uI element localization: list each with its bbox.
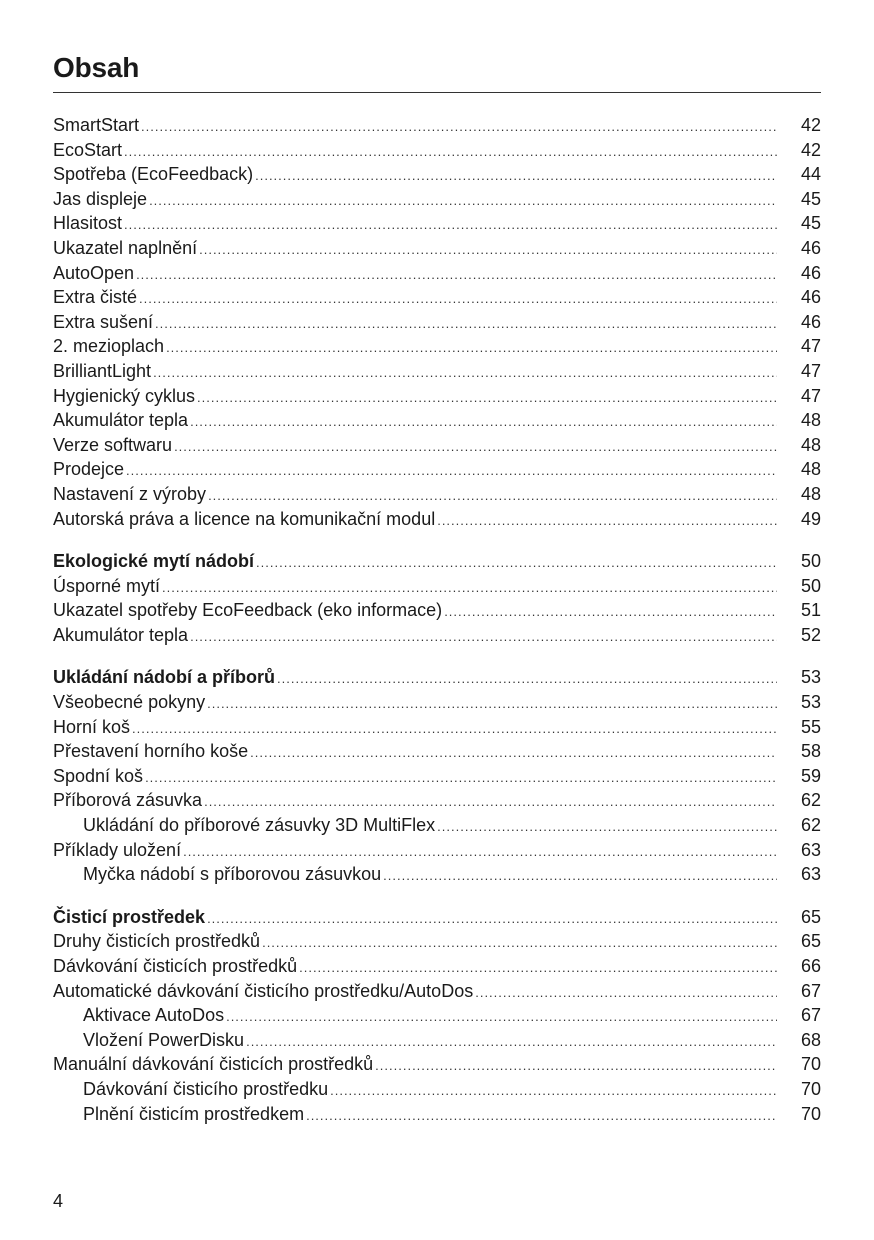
toc-entry-page: 45 xyxy=(800,213,821,234)
toc-entry-label: Spodní koš xyxy=(53,765,144,786)
toc-entry-page: 70 xyxy=(800,1103,821,1124)
toc-entry[interactable] xyxy=(53,788,821,813)
toc-entry-label: Dávkování čisticích prostředků xyxy=(53,956,298,976)
dot-leader xyxy=(277,667,777,692)
toc-entry-label: Nastavení z výroby xyxy=(53,483,207,504)
dot-leader xyxy=(299,956,777,981)
toc-entry-page: 58 xyxy=(800,741,821,762)
toc-entry[interactable] xyxy=(53,433,821,458)
toc-entry-page: 51 xyxy=(800,600,821,621)
dot-leader xyxy=(183,840,777,865)
toc-entry[interactable] xyxy=(53,261,821,286)
toc-entry-label: Horní koš xyxy=(53,716,131,737)
toc-entry[interactable] xyxy=(53,598,821,623)
toc-entry[interactable] xyxy=(53,979,821,1004)
dot-leader xyxy=(475,981,777,1006)
toc-entry[interactable] xyxy=(53,1052,821,1077)
toc-entry-label: Vložení PowerDisku xyxy=(83,1029,245,1050)
toc-entry-label: Autorská práva a licence na komunikační modul xyxy=(53,508,436,529)
toc-entry-page: 42 xyxy=(800,139,821,160)
toc-entry-label: Ekologické mytí nádobí xyxy=(53,551,255,572)
toc-section xyxy=(53,665,821,886)
toc-section xyxy=(53,549,821,647)
toc-entry-page: 67 xyxy=(800,980,821,1001)
toc-entry-page: 68 xyxy=(800,1029,821,1050)
toc-subentry[interactable] xyxy=(53,862,821,887)
toc-entry-label: Akumulátor tepla xyxy=(53,410,189,431)
toc-entry-label: Verze softwaru xyxy=(53,434,173,455)
toc-entry-page: 62 xyxy=(800,815,821,836)
toc-entry-page: 50 xyxy=(800,551,821,572)
dot-leader xyxy=(437,509,777,534)
toc-entry-label: Hlasitost xyxy=(53,213,123,234)
toc-entry-label: Manuální dávkování čisticích prostředků xyxy=(53,1054,374,1075)
dot-leader xyxy=(126,459,777,484)
dot-leader xyxy=(207,907,777,932)
dot-leader xyxy=(174,435,777,460)
toc-entry[interactable] xyxy=(53,764,821,789)
toc-entry-page: 70 xyxy=(800,1054,821,1075)
dot-leader xyxy=(197,386,777,411)
toc-entry-page: 53 xyxy=(800,667,821,688)
toc-entry-page: 48 xyxy=(800,434,821,455)
toc-entry[interactable] xyxy=(53,285,821,310)
toc-entry-page: 66 xyxy=(800,956,821,976)
toc-entry[interactable] xyxy=(53,113,821,138)
table-of-contents xyxy=(53,113,821,1144)
toc-entry-label: Dávkování čisticího prostředku xyxy=(83,1078,329,1099)
title-divider xyxy=(53,92,821,93)
toc-entry-label: Ukládání nádobí a příborů xyxy=(53,667,276,688)
toc-entry[interactable] xyxy=(53,482,821,507)
dot-leader xyxy=(166,336,777,361)
toc-section xyxy=(53,113,821,531)
toc-entry-page: 42 xyxy=(800,115,821,135)
toc-subentry[interactable] xyxy=(53,1028,821,1053)
toc-entry[interactable] xyxy=(53,211,821,236)
toc-entry[interactable] xyxy=(53,138,821,163)
dot-leader xyxy=(132,717,777,742)
toc-entry-label: Ukazatel naplnění xyxy=(53,237,198,258)
toc-entry[interactable] xyxy=(53,954,821,979)
dot-leader xyxy=(136,263,777,288)
toc-entry-label: Hygienický cyklus xyxy=(53,385,196,406)
toc-entry-page: 48 xyxy=(800,459,821,480)
toc-entry-label: Aktivace AutoDos xyxy=(83,1005,225,1026)
dot-leader xyxy=(256,551,777,576)
toc-entry[interactable] xyxy=(53,457,821,482)
toc-entry-page: 47 xyxy=(800,360,821,381)
dot-leader xyxy=(250,741,777,766)
toc-entry-label: Čisticí prostředek xyxy=(53,906,206,927)
toc-entry-page: 50 xyxy=(800,575,821,596)
toc-section xyxy=(53,905,821,1126)
toc-subentry[interactable] xyxy=(53,1003,821,1028)
toc-entry[interactable] xyxy=(53,384,821,409)
dot-leader xyxy=(155,312,777,337)
toc-entry-label: Příborová zásuvka xyxy=(53,790,203,811)
toc-entry-label: Plnění čisticím prostředkem xyxy=(83,1103,305,1124)
dot-leader xyxy=(124,140,777,165)
toc-entry-page: 47 xyxy=(800,336,821,357)
dot-leader xyxy=(145,766,777,791)
toc-entry[interactable] xyxy=(53,574,821,599)
toc-entry-label: Úsporné mytí xyxy=(53,575,161,596)
toc-section-heading[interactable] xyxy=(53,905,821,930)
toc-entry[interactable] xyxy=(53,929,821,954)
dot-leader xyxy=(246,1030,777,1055)
toc-entry[interactable] xyxy=(53,507,821,532)
toc-entry[interactable] xyxy=(53,334,821,359)
toc-entry[interactable] xyxy=(53,187,821,212)
toc-entry-page: 63 xyxy=(800,864,821,885)
toc-entry-page: 59 xyxy=(800,765,821,786)
toc-entry-label: Myčka nádobí s příborovou zásuvkou xyxy=(83,864,382,885)
toc-entry[interactable] xyxy=(53,310,821,335)
toc-entry-page: 55 xyxy=(800,716,821,737)
toc-subentry[interactable] xyxy=(53,1102,821,1127)
dot-leader xyxy=(437,815,777,840)
toc-entry[interactable] xyxy=(53,236,821,261)
toc-entry-label: AutoOpen xyxy=(53,262,135,283)
toc-entry[interactable] xyxy=(53,838,821,863)
toc-entry-page: 65 xyxy=(800,906,821,927)
dot-leader xyxy=(383,864,777,889)
dot-leader xyxy=(162,576,777,601)
toc-section-heading[interactable] xyxy=(53,549,821,574)
toc-entry-page: 48 xyxy=(800,483,821,504)
dot-leader xyxy=(208,484,777,509)
dot-leader xyxy=(226,1005,777,1030)
toc-entry-page: 46 xyxy=(800,262,821,283)
toc-entry-label: EcoStart xyxy=(53,139,123,160)
toc-entry-label: Akumulátor tepla xyxy=(53,624,189,645)
dot-leader xyxy=(255,164,777,189)
toc-entry-page: 46 xyxy=(800,311,821,332)
toc-entry-page: 65 xyxy=(800,931,821,952)
toc-subentry[interactable] xyxy=(53,1077,821,1102)
toc-entry-page: 44 xyxy=(800,164,821,185)
toc-entry-page: 63 xyxy=(800,839,821,860)
toc-entry-page: 46 xyxy=(800,237,821,258)
toc-entry-page: 53 xyxy=(800,692,821,713)
toc-entry-label: Ukazatel spotřeby EcoFeedback (eko informace) xyxy=(53,600,443,621)
toc-entry[interactable] xyxy=(53,739,821,764)
toc-entry-page: 52 xyxy=(800,624,821,645)
dot-leader xyxy=(141,115,777,140)
toc-entry-page: 49 xyxy=(800,508,821,529)
toc-entry-label: 2. mezioplach xyxy=(53,336,165,357)
page-title: Obsah xyxy=(53,52,140,83)
toc-entry[interactable] xyxy=(53,690,821,715)
dot-leader xyxy=(330,1079,777,1104)
toc-entry-page: 67 xyxy=(800,1005,821,1026)
toc-entry[interactable] xyxy=(53,408,821,433)
dot-leader xyxy=(262,931,777,956)
toc-entry-label: Prodejce xyxy=(53,459,125,480)
toc-entry[interactable] xyxy=(53,162,821,187)
dot-leader xyxy=(207,692,777,717)
dot-leader xyxy=(306,1104,777,1129)
toc-entry-page: 45 xyxy=(800,188,821,209)
toc-entry-label: Automatické dávkování čisticího prostředku/AutoDos xyxy=(53,980,474,1001)
toc-entry-label: Ukládání do příborové zásuvky 3D MultiFlex xyxy=(83,815,436,836)
dot-leader xyxy=(124,213,777,238)
toc-entry-label: BrilliantLight xyxy=(53,360,152,381)
dot-leader xyxy=(190,625,777,650)
dot-leader xyxy=(190,410,777,435)
dot-leader xyxy=(139,287,777,312)
toc-subentry[interactable] xyxy=(53,813,821,838)
dot-leader xyxy=(199,238,777,263)
toc-entry-page: 70 xyxy=(800,1078,821,1099)
toc-entry-page: 46 xyxy=(800,287,821,308)
toc-entry-label: Přestavení horního koše xyxy=(53,741,249,762)
toc-entry-page: 47 xyxy=(800,385,821,406)
dot-leader xyxy=(204,790,777,815)
toc-section-heading[interactable] xyxy=(53,665,821,690)
toc-entry-label: Druhy čisticích prostředků xyxy=(53,931,261,952)
page-number: 4 xyxy=(53,1191,64,1211)
toc-entry-label: Všeobecné pokyny xyxy=(53,692,206,713)
toc-entry-page: 62 xyxy=(800,790,821,811)
toc-entry[interactable] xyxy=(53,623,821,648)
toc-entry-label: Extra sušení xyxy=(53,311,154,332)
toc-entry-label: SmartStart xyxy=(53,115,140,135)
dot-leader xyxy=(153,361,777,386)
toc-entry-page: 48 xyxy=(800,410,821,431)
toc-entry[interactable] xyxy=(53,715,821,740)
toc-entry-label: Extra čisté xyxy=(53,287,138,308)
toc-entry[interactable] xyxy=(53,359,821,384)
dot-leader xyxy=(375,1054,777,1079)
toc-entry-label: Jas displeje xyxy=(53,188,148,209)
toc-entry-label: Spotřeba (EcoFeedback) xyxy=(53,164,254,185)
dot-leader xyxy=(444,600,777,625)
dot-leader xyxy=(149,189,777,214)
toc-entry-label: Příklady uložení xyxy=(53,839,182,860)
